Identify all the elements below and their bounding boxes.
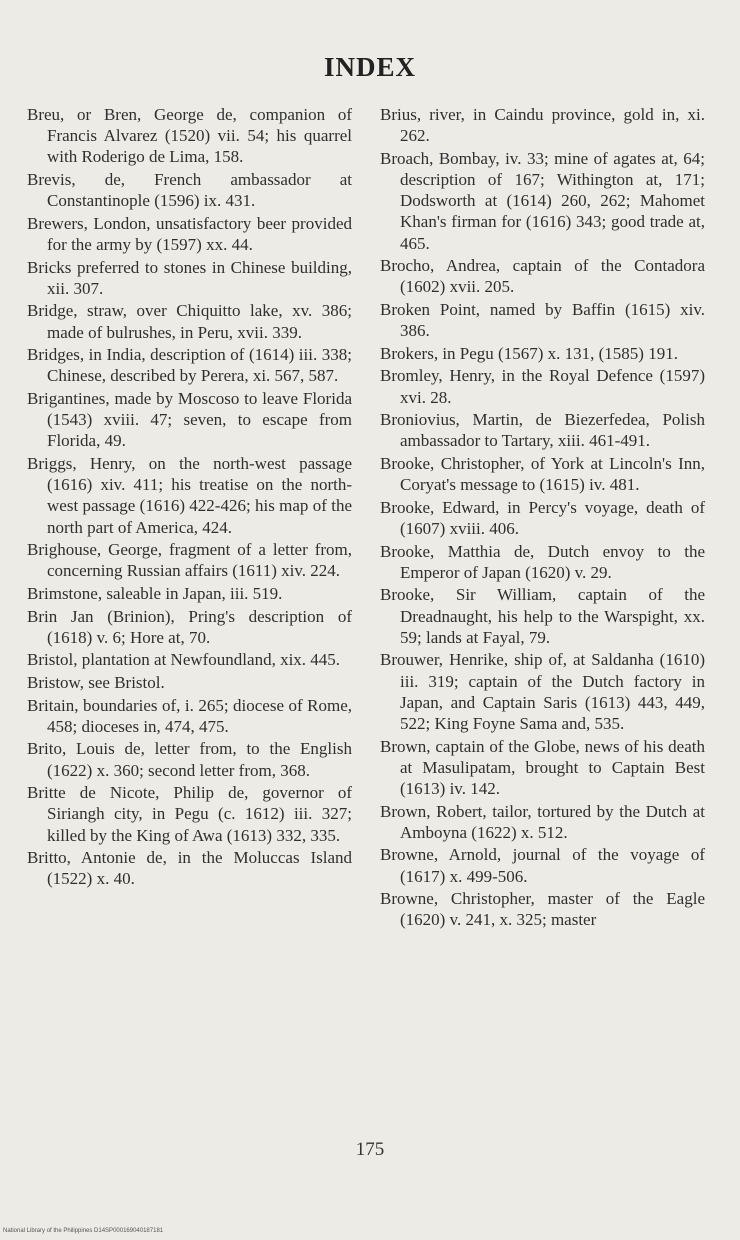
- index-entry: Brokers, in Pegu (1567) x. 131, (1585) 191.: [380, 343, 678, 363]
- index-entry: Bridge, straw, over Chiquitto lake, xv. 386; made of bulrushes, in Peru, xvii. 339.: [27, 301, 352, 342]
- index-entry: Brooke, Christopher, of York at Lincoln's Inn, Coryat's message to (1615) iv. 481.: [380, 453, 705, 495]
- index-entry: Brito, Louis de, letter from, to the English (1622) x. 360; second letter from, 368.: [27, 739, 352, 780]
- index-entry: Bristol, plantation at Newfoundland, xix. 445.: [27, 650, 341, 670]
- index-entry: Brevis, de, French ambassador at Constantinople (1596) ix. 431.: [27, 170, 352, 211]
- index-entry: Broniovius, Martin, de Biezerfedea, Polish ambassador to Tartary, xiii. 461-491.: [380, 410, 705, 451]
- index-entry: Brooke, Matthia de, Dutch envoy to the Emperor of Japan (1620) v. 29.: [380, 541, 705, 582]
- index-entry: Bristow, see Bristol.: [27, 672, 165, 692]
- index-entry: Britain, boundaries of, i. 265; diocese of Rome, 458; dioceses in, 474, 475.: [27, 695, 352, 736]
- index-entry: Brewers, London, unsatisfactory beer provided for the army by (1597) xx. 44.: [27, 213, 352, 254]
- index-entry: Browne, Christopher, master of the Eagle (1620) v. 241, x. 325; master: [380, 889, 705, 930]
- scan-footer: National Library of the Philippines D14SP000169040187181: [3, 1228, 164, 1234]
- index-entry: Briggs, Henry, on the north-west passage (1616) xiv. 411; his treatise on the north-west passage (1616) 422-426; his map of the north part of America, 424.: [27, 453, 352, 537]
- index-entry: Bricks preferred to stones in Chinese building, xii. 307.: [27, 257, 352, 298]
- index-entry: Brigantines, made by Moscoso to leave Florida (1543) xviii. 47; seven, to escape from Florida, 49.: [27, 388, 352, 451]
- index-column-right: [380, 104, 705, 932]
- page-title: INDEX: [323, 52, 416, 82]
- index-entry: Brighouse, George, fragment of a letter from, concerning Russian affairs (1611) xiv. 224.: [27, 540, 352, 581]
- index-entry: Britte de Nicote, Philip de, governor of Siriangh city, in Pegu (c. 1612) iii. 327; killed by the King of Awa (1613) 332, 335.: [27, 783, 352, 845]
- index-entry: Brown, Robert, tailor, tortured by the Dutch at Amboyna (1622) x. 512.: [380, 801, 705, 842]
- index-entry: Brooke, Edward, in Percy's voyage, death of (1607) xviii. 406.: [380, 497, 705, 538]
- index-entry: Brimstone, saleable in Japan, iii. 519.: [27, 583, 283, 603]
- index-entry: Brin Jan (Brinion), Pring's description of (1618) v. 6; Hore at, 70.: [27, 606, 352, 647]
- index-entry: Brouwer, Henrike, ship of, at Saldanha (1610) iii. 319; captain of the Dutch factory in Japan, and Captain Saris (1613) 443, 449, 522; King Foyne Sama and, 535.: [380, 650, 705, 733]
- index-entry: Brown, captain of the Globe, news of his death at Masulipatam, brought to Captain Best (1613) iv. 142.: [380, 736, 705, 798]
- index-column-left: [27, 104, 352, 891]
- index-entry: Browne, Arnold, journal of the voyage of (1617) x. 499-506.: [380, 845, 705, 886]
- page-number: 175: [355, 1139, 385, 1160]
- index-entry: Breu, or Bren, George de, companion of Francis Alvarez (1520) vii. 54; his quarrel with Roderigo de Lima, 158.: [27, 105, 352, 167]
- index-entry: Brius, river, in Caindu province, gold in, xi. 262.: [380, 105, 705, 146]
- index-entry: Brocho, Andrea, captain of the Contadora (1602) xvii. 205.: [380, 256, 705, 297]
- index-entry: Brooke, Sir William, captain of the Dreadnaught, his help to the Warspight, xx. 59; lands at Fayal, 79.: [380, 585, 705, 647]
- index-entry: Bridges, in India, description of (1614) iii. 338; Chinese, described by Perera, xi. 567, 587.: [27, 345, 352, 386]
- index-entry: Bromley, Henry, in the Royal Defence (1597) xvi. 28.: [380, 366, 705, 407]
- index-entry: Broken Point, named by Baffin (1615) xiv. 386.: [380, 300, 705, 341]
- index-entry: Broach, Bombay, iv. 33; mine of agates at, 64; description of 167; Withington at, 171; Dodsworth at (1614) 260, 262; Mahomet Khan's firman for (1616) 343; good trade at, 465.: [380, 148, 705, 253]
- index-entry: Britto, Antonie de, in the Moluccas Island (1522) x. 40.: [27, 848, 352, 889]
